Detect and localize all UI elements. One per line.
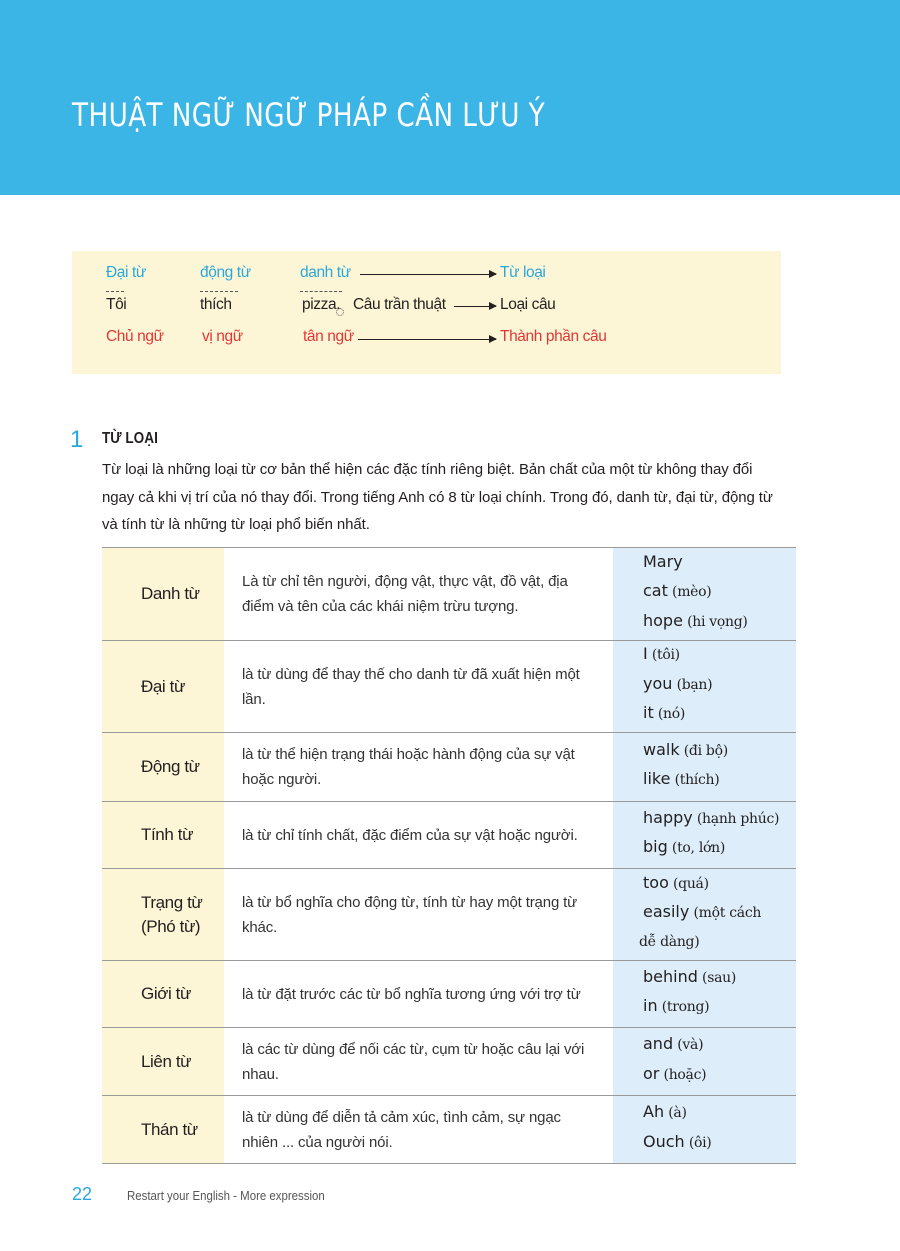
- example-item: [639, 930, 796, 959]
- examples-cell: [613, 1096, 796, 1163]
- example-sentence-type-result: Loại câu: [500, 296, 556, 313]
- examples-cell: [613, 961, 796, 1027]
- example-item: [643, 1062, 796, 1092]
- example-english: and: [643, 1034, 674, 1053]
- example-item: [643, 579, 796, 609]
- example-english: it: [643, 703, 654, 723]
- table-row: [102, 733, 796, 802]
- example-english: Mary: [643, 551, 683, 571]
- example-vietnamese: (hạnh phúc): [696, 810, 780, 827]
- example-word-thich: thích: [200, 296, 232, 313]
- arrow-word-class: [360, 274, 496, 275]
- table-row: [102, 961, 796, 1028]
- page-header: [0, 0, 900, 195]
- examples-cell: [613, 641, 796, 732]
- example-component-result: Thành phần câu: [500, 328, 607, 345]
- definition-cell: [224, 869, 613, 960]
- table-row: [102, 802, 796, 869]
- example-vietnamese: (sau): [702, 969, 737, 986]
- example-vietnamese: (à): [668, 1105, 687, 1121]
- example-word-toi: Tôi: [106, 296, 127, 313]
- section-title: TỪ LOẠI: [102, 430, 158, 447]
- term-text: Thán từ: [141, 1119, 198, 1139]
- definition-text: là từ chỉ tính chất, đặc điểm của sự vật hoặc người.: [242, 826, 578, 844]
- table-row: [102, 548, 796, 641]
- examples-cell: [613, 802, 796, 868]
- example-item: [643, 767, 796, 797]
- example-item: [643, 1130, 796, 1160]
- example-item: [643, 806, 796, 836]
- term-cell: [102, 869, 224, 960]
- table-row: [102, 1028, 796, 1096]
- example-english: I: [643, 644, 648, 664]
- dotted-circle-icon: [336, 308, 344, 316]
- example-item: [643, 994, 796, 1024]
- example-item: [643, 701, 796, 731]
- example-vietnamese: (tôi): [651, 647, 680, 664]
- example-english: or: [643, 1063, 660, 1083]
- examples-cell: [613, 869, 796, 960]
- grammar-example-box: [72, 251, 781, 374]
- example-vietnamese: (hi vọng): [687, 613, 748, 630]
- example-sentence-type: Câu trần thuật: [353, 296, 446, 313]
- example-english: like: [643, 769, 671, 788]
- term-text: Trạng từ: [141, 892, 203, 912]
- definition-text: là các từ dùng để nối các từ, cụm từ hoặc câu lại với nhau.: [242, 1040, 585, 1083]
- table-row: [102, 641, 796, 733]
- example-english: walk: [643, 739, 680, 759]
- term-cell: [102, 961, 224, 1027]
- example-english: happy: [643, 807, 693, 827]
- example-english: cat: [643, 581, 668, 601]
- example-vietnamese: (một cách: [693, 905, 762, 922]
- example-vietnamese: dễ dàng): [639, 933, 700, 950]
- example-vietnamese: (trong): [661, 999, 710, 1015]
- dash-under-pronoun: [106, 291, 124, 292]
- definition-cell: [224, 733, 613, 801]
- term-text: Động từ: [141, 757, 200, 776]
- example-english: big: [643, 837, 668, 856]
- example-item: [643, 965, 796, 995]
- example-english: hope: [643, 610, 683, 630]
- example-english: in: [643, 996, 658, 1015]
- example-object-label: tân ngữ: [303, 328, 354, 345]
- definition-cell: [224, 1028, 613, 1095]
- example-verb-label: động từ: [200, 264, 251, 281]
- example-vietnamese: (đi bộ): [683, 742, 728, 759]
- example-english: too: [643, 872, 669, 892]
- definition-text: là từ dùng để diễn tả cảm xúc, tình cảm, sự ngạc nhiên ... của người nói.: [242, 1108, 561, 1151]
- example-predicate-label: vị ngữ: [202, 328, 243, 345]
- example-vietnamese: (nó): [657, 706, 686, 723]
- word-class-table: [102, 547, 796, 1164]
- example-item: [643, 871, 796, 901]
- example-vietnamese: (to, lớn): [671, 840, 726, 856]
- term-cell: [102, 733, 224, 801]
- example-subject-label: Chủ ngữ: [106, 328, 164, 345]
- section-number: 1: [70, 426, 84, 453]
- definition-text: Là từ chỉ tên người, động vật, thực vật, đồ vật, địa điểm và tên của các khái niệm trừu tượng.: [242, 573, 568, 615]
- page-number: 22: [72, 1184, 93, 1204]
- example-english: you: [643, 673, 673, 693]
- definition-cell: [224, 802, 613, 868]
- dash-under-noun: [300, 291, 342, 292]
- example-english: Ouch: [643, 1131, 685, 1151]
- example-english: easily: [643, 902, 690, 922]
- example-vietnamese: (bạn): [676, 676, 713, 693]
- example-vietnamese: (ôi): [688, 1134, 712, 1151]
- term-cell: [102, 1028, 224, 1095]
- example-vietnamese: (mèo): [672, 584, 712, 601]
- definition-text: là từ bổ nghĩa cho động từ, tính từ hay một trạng từ khác.: [242, 893, 578, 936]
- term-cell: [102, 1096, 224, 1163]
- arrow-sentence-component: [358, 339, 496, 340]
- example-item: [643, 672, 796, 702]
- definition-text: là từ thể hiện trạng thái hoặc hành động của sự vật hoặc người.: [242, 746, 575, 788]
- table-row: [102, 1096, 796, 1164]
- example-noun-label: danh từ: [300, 264, 351, 281]
- example-vietnamese: (và): [677, 1037, 704, 1053]
- page-title: THUẬT NGỮ NGỮ PHÁP CẦN LƯU Ý: [72, 96, 546, 134]
- examples-cell: [613, 548, 796, 640]
- term-text: Danh từ: [141, 584, 200, 603]
- examples-cell: [613, 733, 796, 801]
- examples-cell: [613, 1028, 796, 1095]
- definition-text: là từ đặt trước các từ bổ nghĩa tương ứng với trợ từ: [242, 985, 581, 1003]
- term-text: Tính từ: [141, 825, 194, 844]
- example-pronoun-label: Đại từ: [106, 264, 146, 281]
- definition-cell: [224, 641, 613, 732]
- section-paragraph: Từ loại là những loại từ cơ bản thể hiện các đặc tính riêng biệt. Bản chất của một từ không thay đổi ngay cả khi vị trí của nó thay đổi. Trong tiếng Anh có 8 từ loại chính. Trong đó, danh từ, đại từ, động từ và tính từ là những từ loại phổ biến nhất.: [102, 461, 773, 533]
- term-cell: [102, 548, 224, 640]
- example-item: [643, 900, 796, 930]
- example-word-class-result: Từ loại: [500, 264, 546, 281]
- example-item: [643, 642, 796, 672]
- definition-text: là từ dùng để thay thế cho danh từ đã xuất hiện một lần.: [242, 665, 580, 708]
- example-item: [643, 609, 796, 639]
- definition-cell: [224, 1096, 613, 1163]
- dash-under-verb: [200, 291, 238, 292]
- arrow-sentence-type: [454, 306, 496, 307]
- term-text: Đại từ: [141, 676, 185, 696]
- term-cell: [102, 802, 224, 868]
- example-item: [643, 738, 796, 768]
- example-item: [643, 1100, 796, 1130]
- table-row: [102, 869, 796, 961]
- term-alt-text: (Phó từ): [141, 916, 201, 936]
- example-vietnamese: (thích): [674, 772, 720, 788]
- term-text: Giới từ: [141, 984, 191, 1003]
- definition-cell: [224, 961, 613, 1027]
- example-vietnamese: (hoặc): [663, 1066, 707, 1083]
- footer-book-title: Restart your English - More expression: [127, 1188, 325, 1203]
- definition-cell: [224, 548, 613, 640]
- term-text: Liên từ: [141, 1051, 192, 1071]
- example-item: [643, 550, 796, 580]
- example-english: Ah: [643, 1102, 665, 1121]
- example-english: behind: [643, 966, 698, 986]
- example-item: [643, 1032, 796, 1062]
- example-vietnamese: (quá): [673, 875, 709, 892]
- term-cell: [102, 641, 224, 732]
- example-item: [643, 835, 796, 865]
- example-word-pizza: pizza.: [302, 296, 341, 313]
